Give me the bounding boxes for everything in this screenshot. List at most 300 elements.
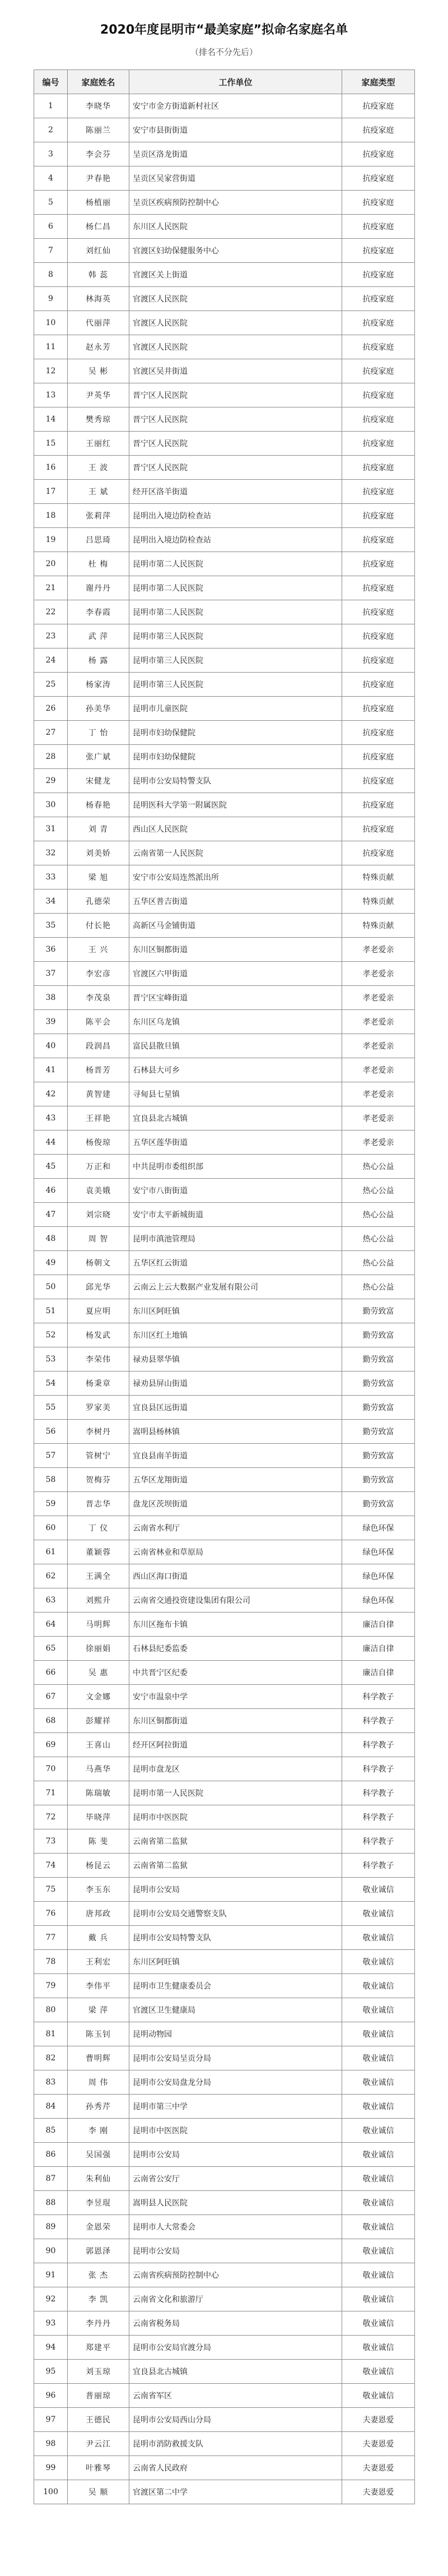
cell-family-type: 特殊贡献 <box>342 889 415 914</box>
cell-family-name: 孙秀芹 <box>68 2095 129 2119</box>
cell-family-name: 赵永芳 <box>68 335 129 359</box>
cell-number: 29 <box>34 769 68 793</box>
table-row <box>34 745 415 769</box>
cell-family-name: 尹云江 <box>68 2432 129 2456</box>
cell-family-type: 科学教子 <box>342 1757 415 1781</box>
cell-number: 5 <box>34 191 68 215</box>
cell-work-unit: 昆明市第三中学 <box>129 2095 342 2119</box>
cell-work-unit: 昆明市公安局盘龙分局 <box>129 2070 342 2095</box>
cell-family-name: 梁 萍 <box>68 1998 129 2022</box>
cell-family-name: 付长艳 <box>68 914 129 938</box>
cell-family-type: 孝老爱亲 <box>342 1058 415 1082</box>
cell-number: 89 <box>34 2215 68 2239</box>
cell-family-type: 敬业诚信 <box>342 1878 415 1902</box>
cell-work-unit: 嵩明县杨林镇 <box>129 1420 342 1444</box>
cell-work-unit: 云南云上云大数据产业发展有限公司 <box>129 1275 342 1299</box>
cell-family-name: 吴国强 <box>68 2143 129 2167</box>
cell-work-unit: 晋宁区人民医院 <box>129 383 342 407</box>
cell-family-type: 敬业诚信 <box>342 2143 415 2167</box>
header-number: 编号 <box>34 70 68 94</box>
cell-family-name: 杜 梅 <box>68 552 129 576</box>
table-row <box>34 1420 415 1444</box>
cell-work-unit: 昆明市公安局西山分局 <box>129 2408 342 2432</box>
table-header-row <box>34 70 415 94</box>
cell-work-unit: 安宁市八街街道 <box>129 1179 342 1203</box>
cell-number: 42 <box>34 1082 68 1106</box>
table-row <box>34 311 415 335</box>
cell-number: 96 <box>34 2384 68 2408</box>
table-row <box>34 1155 415 1179</box>
cell-work-unit: 昆明市公安局特警支队 <box>129 769 342 793</box>
table-row <box>34 552 415 576</box>
header-work-unit: 工作单位 <box>129 70 342 94</box>
table-row <box>34 1685 415 1709</box>
cell-number: 68 <box>34 1709 68 1733</box>
cell-number: 4 <box>34 166 68 191</box>
cell-number: 38 <box>34 986 68 1010</box>
cell-work-unit: 官渡区人民医院 <box>129 311 342 335</box>
cell-number: 23 <box>34 624 68 648</box>
cell-family-name: 杨植丽 <box>68 191 129 215</box>
cell-family-name: 袁美娥 <box>68 1179 129 1203</box>
cell-family-name: 陈 斐 <box>68 1829 129 1854</box>
table-row <box>34 1396 415 1420</box>
cell-number: 24 <box>34 648 68 673</box>
cell-number: 2 <box>34 118 68 142</box>
cell-family-type: 抗疫家庭 <box>342 528 415 552</box>
cell-family-name: 宋健龙 <box>68 769 129 793</box>
cell-family-type: 抗疫家庭 <box>342 600 415 624</box>
table-row <box>34 1227 415 1251</box>
table-row <box>34 191 415 215</box>
cell-family-type: 敬业诚信 <box>342 2095 415 2119</box>
table-row <box>34 697 415 721</box>
table-row <box>34 1733 415 1757</box>
cell-work-unit: 呈贡区吴家营街道 <box>129 166 342 191</box>
cell-family-name: 李伟平 <box>68 1974 129 1998</box>
cell-family-type: 孝老爱亲 <box>342 938 415 962</box>
cell-work-unit: 安宁市公安局连然派出所 <box>129 865 342 889</box>
cell-work-unit: 五华区普吉街道 <box>129 889 342 914</box>
cell-family-type: 抗疫家庭 <box>342 407 415 432</box>
cell-family-name: 李昱琨 <box>68 2191 129 2215</box>
cell-work-unit: 五华区龙翔街道 <box>129 1468 342 1492</box>
table-row <box>34 1998 415 2022</box>
cell-work-unit: 官渡区吴井街道 <box>129 359 342 383</box>
cell-work-unit: 昆明出入境边防检查站 <box>129 504 342 528</box>
cell-number: 48 <box>34 1227 68 1251</box>
table-row <box>34 2239 415 2263</box>
cell-number: 46 <box>34 1179 68 1203</box>
cell-number: 86 <box>34 2143 68 2167</box>
cell-family-type: 抗疫家庭 <box>342 624 415 648</box>
cell-work-unit: 五华区莲华街道 <box>129 1131 342 1155</box>
cell-family-name: 丁 怡 <box>68 721 129 745</box>
cell-work-unit: 昆明出入境边防检查站 <box>129 528 342 552</box>
cell-number: 90 <box>34 2239 68 2263</box>
table-row <box>34 817 415 841</box>
table-row <box>34 456 415 480</box>
cell-family-name: 周 智 <box>68 1227 129 1251</box>
cell-number: 63 <box>34 1588 68 1613</box>
cell-number: 71 <box>34 1781 68 1805</box>
cell-number: 67 <box>34 1685 68 1709</box>
cell-number: 94 <box>34 2336 68 2360</box>
cell-family-type: 抗疫家庭 <box>342 576 415 600</box>
cell-work-unit: 西山区人民医院 <box>129 817 342 841</box>
cell-family-type: 热心公益 <box>342 1179 415 1203</box>
cell-family-type: 热心公益 <box>342 1275 415 1299</box>
cell-family-type: 孝老爱亲 <box>342 986 415 1010</box>
cell-number: 88 <box>34 2191 68 2215</box>
cell-family-name: 樊秀琼 <box>68 407 129 432</box>
table-row <box>34 1131 415 1155</box>
cell-number: 28 <box>34 745 68 769</box>
cell-work-unit: 昆明市第一人民医院 <box>129 1781 342 1805</box>
cell-work-unit: 云南省公安厅 <box>129 2167 342 2191</box>
cell-family-name: 金恩荣 <box>68 2215 129 2239</box>
cell-number: 77 <box>34 1926 68 1950</box>
cell-work-unit: 嵩明县人民医院 <box>129 2191 342 2215</box>
cell-family-name: 杨昆云 <box>68 1854 129 1878</box>
cell-family-name: 杨仁昌 <box>68 215 129 239</box>
cell-number: 69 <box>34 1733 68 1757</box>
table-row <box>34 624 415 648</box>
cell-number: 66 <box>34 1661 68 1685</box>
table-row <box>34 287 415 311</box>
cell-work-unit: 官渡区卫生健康局 <box>129 1998 342 2022</box>
cell-number: 76 <box>34 1902 68 1926</box>
table-row <box>34 1926 415 1950</box>
cell-family-type: 夫妻恩爱 <box>342 2456 415 2480</box>
cell-family-type: 勤劳致富 <box>342 1372 415 1396</box>
cell-family-type: 敬业诚信 <box>342 2311 415 2336</box>
cell-family-type: 勤劳致富 <box>342 1444 415 1468</box>
cell-family-type: 科学教子 <box>342 1709 415 1733</box>
cell-family-type: 科学教子 <box>342 1854 415 1878</box>
cell-work-unit: 官渡区人民医院 <box>129 287 342 311</box>
cell-family-type: 科学教子 <box>342 1829 415 1854</box>
cell-family-name: 张广斌 <box>68 745 129 769</box>
table-row <box>34 1637 415 1661</box>
table-row <box>34 504 415 528</box>
cell-family-type: 抗疫家庭 <box>342 793 415 817</box>
cell-number: 12 <box>34 359 68 383</box>
cell-work-unit: 昆明市第二人民医院 <box>129 552 342 576</box>
cell-work-unit: 云南省水利厅 <box>129 1516 342 1540</box>
cell-family-type: 绿色环保 <box>342 1588 415 1613</box>
cell-family-name: 曹明辉 <box>68 2046 129 2070</box>
cell-number: 6 <box>34 215 68 239</box>
cell-number: 80 <box>34 1998 68 2022</box>
table-row <box>34 1588 415 1613</box>
cell-family-type: 抗疫家庭 <box>342 769 415 793</box>
cell-family-type: 抗疫家庭 <box>342 287 415 311</box>
cell-family-type: 抗疫家庭 <box>342 239 415 263</box>
table-row <box>34 962 415 986</box>
cell-family-name: 陈瑞敏 <box>68 1781 129 1805</box>
table-row <box>34 239 415 263</box>
cell-family-name: 武 萍 <box>68 624 129 648</box>
cell-work-unit: 宜良县匡远街道 <box>129 1396 342 1420</box>
cell-work-unit: 西山区海口街道 <box>129 1564 342 1588</box>
table-row <box>34 1829 415 1854</box>
cell-family-type: 热心公益 <box>342 1251 415 1275</box>
table-row <box>34 1323 415 1347</box>
cell-number: 49 <box>34 1251 68 1275</box>
cell-family-name: 刘玉琼 <box>68 2360 129 2384</box>
cell-number: 43 <box>34 1106 68 1131</box>
table-row <box>34 94 415 118</box>
cell-family-type: 敬业诚信 <box>342 1950 415 1974</box>
cell-family-name: 刘红仙 <box>68 239 129 263</box>
cell-number: 40 <box>34 1034 68 1058</box>
cell-work-unit: 安宁市太平新城街道 <box>129 1203 342 1227</box>
cell-family-type: 抗疫家庭 <box>342 456 415 480</box>
cell-family-name: 唐邦政 <box>68 1902 129 1926</box>
cell-number: 10 <box>34 311 68 335</box>
cell-family-type: 特殊贡献 <box>342 914 415 938</box>
cell-family-name: 李茂泉 <box>68 986 129 1010</box>
cell-work-unit: 云南省军区 <box>129 2384 342 2408</box>
cell-number: 91 <box>34 2263 68 2287</box>
table-row <box>34 118 415 142</box>
table-row <box>34 1516 415 1540</box>
cell-family-name: 杨秉章 <box>68 1372 129 1396</box>
cell-family-type: 绿色环保 <box>342 1540 415 1564</box>
header-family-type: 家庭类型 <box>342 70 415 94</box>
table-row <box>34 2456 415 2480</box>
cell-family-name: 杨家涛 <box>68 673 129 697</box>
cell-family-type: 抗疫家庭 <box>342 817 415 841</box>
table-row <box>34 480 415 504</box>
cell-work-unit: 昆明市公安局官渡分局 <box>129 2336 342 2360</box>
cell-work-unit: 中共昆明市委组织部 <box>129 1155 342 1179</box>
cell-work-unit: 昆明市第二人民医院 <box>129 600 342 624</box>
cell-family-name: 王 斌 <box>68 480 129 504</box>
cell-family-type: 勤劳致富 <box>342 1492 415 1516</box>
cell-family-name: 陈玉钊 <box>68 2022 129 2046</box>
cell-work-unit: 云南省交通投资建设集团有限公司 <box>129 1588 342 1613</box>
cell-family-name: 王丽红 <box>68 432 129 456</box>
cell-work-unit: 官渡区妇幼保健服务中心 <box>129 239 342 263</box>
cell-family-name: 王利宏 <box>68 1950 129 1974</box>
cell-work-unit: 晋宁区宝峰街道 <box>129 986 342 1010</box>
cell-family-name: 张 杰 <box>68 2263 129 2287</box>
table-row <box>34 1034 415 1058</box>
cell-family-name: 李晓华 <box>68 94 129 118</box>
cell-family-name: 夏应明 <box>68 1299 129 1323</box>
cell-family-type: 抗疫家庭 <box>342 311 415 335</box>
cell-work-unit: 昆明市卫生健康委员会 <box>129 1974 342 1998</box>
table-row <box>34 2070 415 2095</box>
table-row <box>34 2022 415 2046</box>
cell-number: 60 <box>34 1516 68 1540</box>
table-row <box>34 721 415 745</box>
table-row <box>34 2143 415 2167</box>
cell-family-type: 敬业诚信 <box>342 1998 415 2022</box>
cell-work-unit: 东川区红土地镇 <box>129 1323 342 1347</box>
cell-family-name: 丁 仪 <box>68 1516 129 1540</box>
table-row <box>34 2046 415 2070</box>
table-row <box>34 2215 415 2239</box>
cell-work-unit: 宜良县北古城镇 <box>129 2360 342 2384</box>
table-row <box>34 914 415 938</box>
cell-work-unit: 禄劝县屏山街道 <box>129 1372 342 1396</box>
cell-work-unit: 昆明市公安局呈贡分局 <box>129 2046 342 2070</box>
table-row <box>34 889 415 914</box>
cell-work-unit: 昆明市滇池管理局 <box>129 1227 342 1251</box>
cell-number: 34 <box>34 889 68 914</box>
cell-family-type: 勤劳致富 <box>342 1468 415 1492</box>
cell-family-name: 李丹丹 <box>68 2311 129 2336</box>
cell-family-type: 抗疫家庭 <box>342 142 415 166</box>
cell-family-name: 孙美华 <box>68 697 129 721</box>
table-row <box>34 2360 415 2384</box>
cell-number: 3 <box>34 142 68 166</box>
cell-work-unit: 宜良县南羊街道 <box>129 1444 342 1468</box>
cell-work-unit: 安宁市县街街道 <box>129 118 342 142</box>
cell-family-type: 孝老爱亲 <box>342 1034 415 1058</box>
table-row <box>34 1492 415 1516</box>
cell-family-name: 李 刚 <box>68 2119 129 2143</box>
cell-number: 58 <box>34 1468 68 1492</box>
cell-number: 85 <box>34 2119 68 2143</box>
cell-family-type: 敬业诚信 <box>342 2191 415 2215</box>
table-row <box>34 1781 415 1805</box>
cell-family-name: 晋志华 <box>68 1492 129 1516</box>
table-row <box>34 986 415 1010</box>
cell-number: 59 <box>34 1492 68 1516</box>
cell-number: 8 <box>34 263 68 287</box>
table-row <box>34 1661 415 1685</box>
table-row <box>34 2408 415 2432</box>
cell-family-type: 抗疫家庭 <box>342 94 415 118</box>
table-row <box>34 1902 415 1926</box>
cell-work-unit: 昆明市妇幼保健院 <box>129 745 342 769</box>
cell-family-type: 廉洁自律 <box>342 1637 415 1661</box>
cell-work-unit: 昆明市消防救援支队 <box>129 2432 342 2456</box>
family-list-table <box>34 70 415 2504</box>
cell-family-type: 夫妻恩爱 <box>342 2480 415 2504</box>
cell-family-type: 孝老爱亲 <box>342 1010 415 1034</box>
table-row <box>34 576 415 600</box>
cell-family-type: 抗疫家庭 <box>342 841 415 865</box>
cell-number: 84 <box>34 2095 68 2119</box>
cell-number: 87 <box>34 2167 68 2191</box>
cell-number: 64 <box>34 1613 68 1637</box>
cell-family-type: 抗疫家庭 <box>342 673 415 697</box>
cell-work-unit: 官渡区关上街道 <box>129 263 342 287</box>
cell-family-name: 尹英华 <box>68 383 129 407</box>
cell-work-unit: 云南省林业和草原局 <box>129 1540 342 1564</box>
cell-family-type: 抗疫家庭 <box>342 215 415 239</box>
cell-family-name: 梁 旭 <box>68 865 129 889</box>
table-row <box>34 166 415 191</box>
cell-work-unit: 昆明市妇幼保健院 <box>129 721 342 745</box>
cell-family-type: 孝老爱亲 <box>342 1106 415 1131</box>
cell-work-unit: 呈贡区洛龙街道 <box>129 142 342 166</box>
table-row <box>34 938 415 962</box>
cell-family-name: 文金娜 <box>68 1685 129 1709</box>
cell-work-unit: 云南省第二监狱 <box>129 1854 342 1878</box>
cell-work-unit: 昆明动物园 <box>129 2022 342 2046</box>
cell-family-name: 韩 蕊 <box>68 263 129 287</box>
cell-family-type: 夫妻恩爱 <box>342 2408 415 2432</box>
cell-work-unit: 昆明市公安局交通警察支队 <box>129 1902 342 1926</box>
cell-work-unit: 东川区人民医院 <box>129 215 342 239</box>
cell-family-name: 尹春艳 <box>68 166 129 191</box>
cell-work-unit: 东川区乌龙镇 <box>129 1010 342 1034</box>
table-row <box>34 383 415 407</box>
table-row <box>34 1444 415 1468</box>
cell-number: 57 <box>34 1444 68 1468</box>
cell-family-name: 彭耀祥 <box>68 1709 129 1733</box>
cell-family-type: 廉洁自律 <box>342 1661 415 1685</box>
table-row <box>34 1347 415 1372</box>
cell-number: 13 <box>34 383 68 407</box>
cell-family-name: 刘宗晓 <box>68 1203 129 1227</box>
cell-family-type: 敬业诚信 <box>342 1974 415 1998</box>
cell-family-type: 敬业诚信 <box>342 2046 415 2070</box>
cell-number: 100 <box>34 2480 68 2504</box>
cell-family-type: 特殊贡献 <box>342 865 415 889</box>
cell-family-name: 周 伟 <box>68 2070 129 2095</box>
cell-family-name: 徐丽娟 <box>68 1637 129 1661</box>
cell-work-unit: 昆明市公安局 <box>129 2143 342 2167</box>
cell-family-name: 管树宁 <box>68 1444 129 1468</box>
cell-family-name: 杨发武 <box>68 1323 129 1347</box>
cell-family-type: 抗疫家庭 <box>342 697 415 721</box>
cell-family-name: 黄智建 <box>68 1082 129 1106</box>
cell-family-name: 李春霞 <box>68 600 129 624</box>
cell-number: 41 <box>34 1058 68 1082</box>
table-row <box>34 1275 415 1299</box>
table-row <box>34 1299 415 1323</box>
cell-work-unit: 五华区红云街道 <box>129 1251 342 1275</box>
cell-number: 70 <box>34 1757 68 1781</box>
cell-family-type: 敬业诚信 <box>342 2384 415 2408</box>
cell-family-type: 热心公益 <box>342 1227 415 1251</box>
cell-family-name: 王满全 <box>68 1564 129 1588</box>
cell-family-name: 万正和 <box>68 1155 129 1179</box>
cell-number: 32 <box>34 841 68 865</box>
cell-number: 72 <box>34 1805 68 1829</box>
cell-family-name: 杨 露 <box>68 648 129 673</box>
cell-family-type: 敬业诚信 <box>342 2022 415 2046</box>
cell-work-unit: 东川区铜都街道 <box>129 938 342 962</box>
cell-work-unit: 晋宁区人民医院 <box>129 432 342 456</box>
table-row <box>34 142 415 166</box>
table-row <box>34 1805 415 1829</box>
cell-family-name: 王祥艳 <box>68 1106 129 1131</box>
cell-family-name: 杨俊琼 <box>68 1131 129 1155</box>
table-row <box>34 865 415 889</box>
cell-family-type: 夫妻恩爱 <box>342 2432 415 2456</box>
cell-number: 33 <box>34 865 68 889</box>
cell-work-unit: 寻甸县七星镇 <box>129 1082 342 1106</box>
cell-family-type: 敬业诚信 <box>342 1926 415 1950</box>
cell-family-name: 戴 兵 <box>68 1926 129 1950</box>
cell-family-name: 邱光华 <box>68 1275 129 1299</box>
table-row <box>34 1950 415 1974</box>
cell-number: 30 <box>34 793 68 817</box>
cell-number: 47 <box>34 1203 68 1227</box>
cell-family-type: 勤劳致富 <box>342 1299 415 1323</box>
cell-number: 92 <box>34 2287 68 2311</box>
cell-number: 95 <box>34 2360 68 2384</box>
cell-work-unit: 晋宁区人民医院 <box>129 407 342 432</box>
